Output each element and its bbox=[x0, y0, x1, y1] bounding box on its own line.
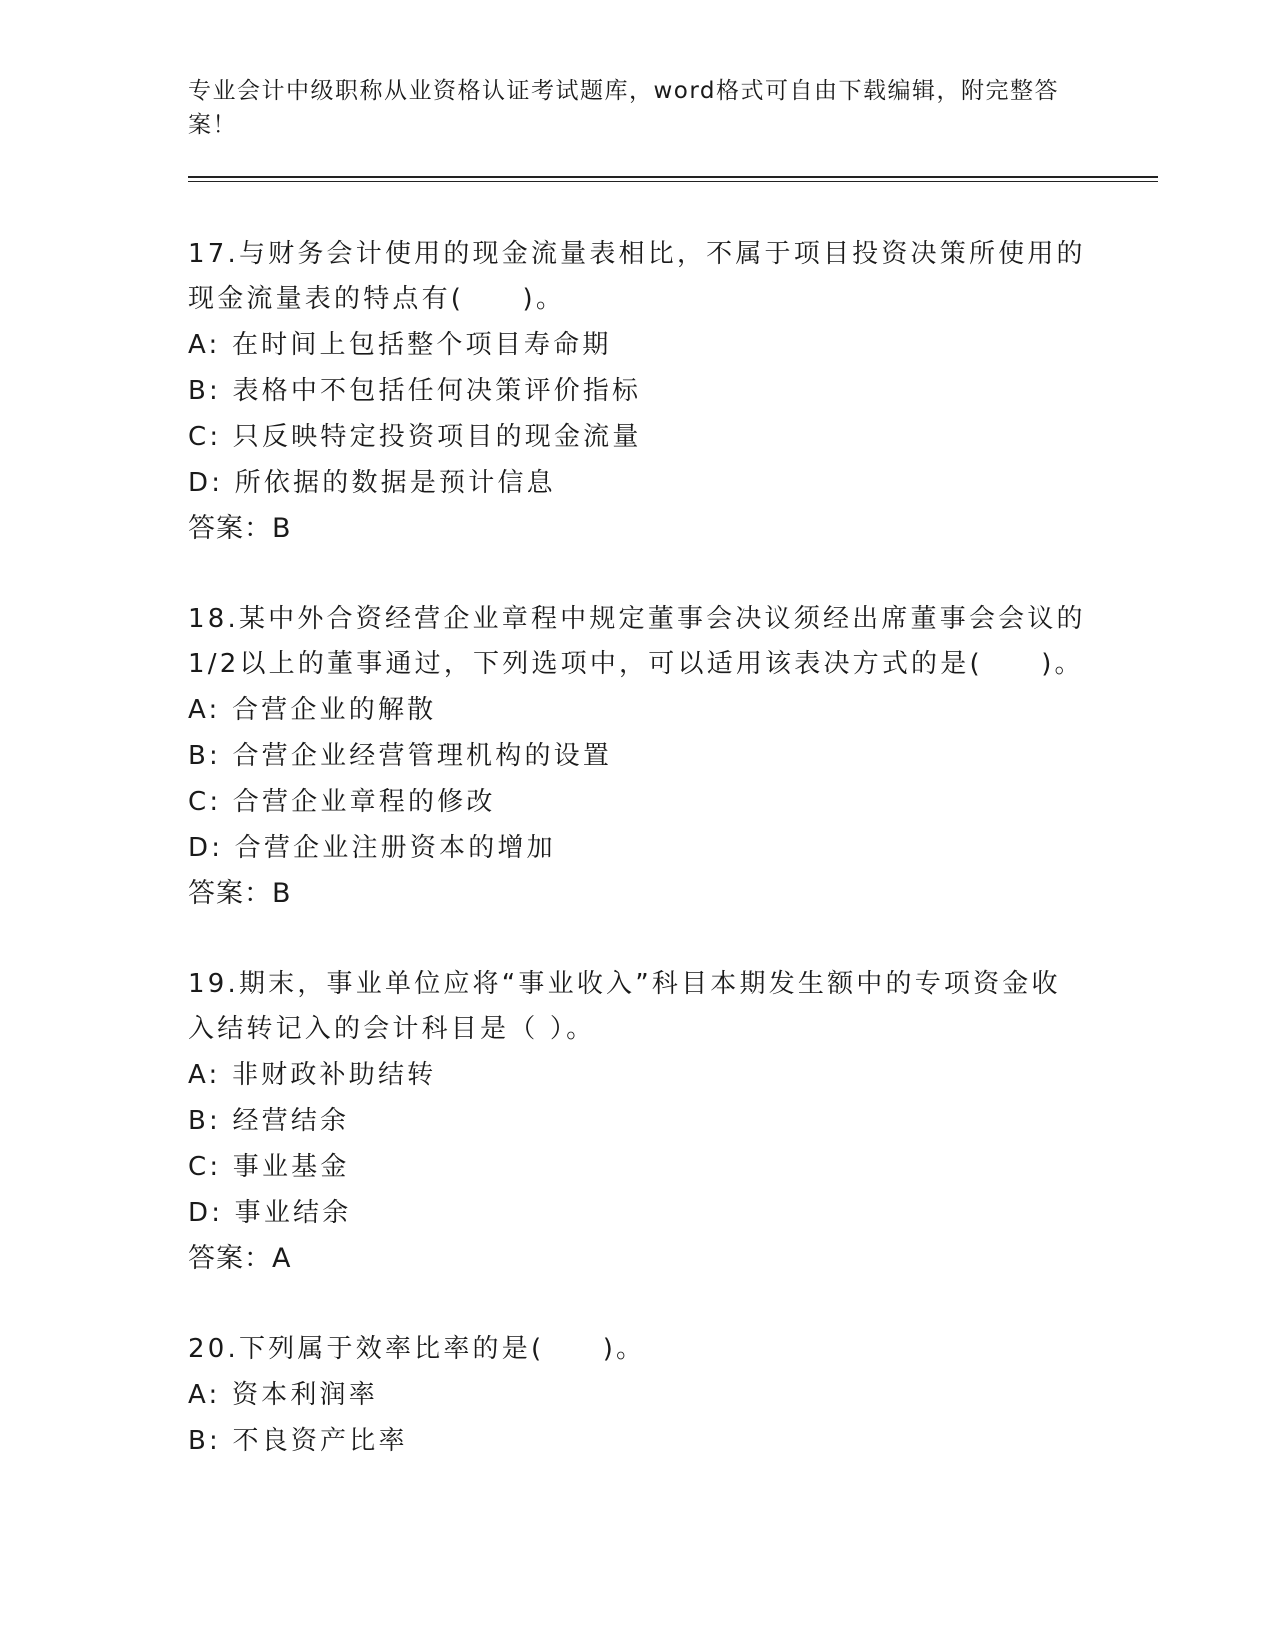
header-divider-thin bbox=[188, 181, 1158, 182]
option-a: A: 资本利润率 bbox=[188, 1380, 378, 1410]
option-c: C: 只反映特定投资项目的现金流量 bbox=[188, 422, 642, 452]
question-stem: 20.下列属于效率比率的是( )。 bbox=[188, 1334, 646, 1364]
option-d: D: 合营企业注册资本的增加 bbox=[188, 833, 556, 863]
question-stem: 17.与财务会计使用的现金流量表相比，不属于项目投资决策所使用的现金流量表的特点有( )。 bbox=[188, 239, 1086, 314]
option-c: C: 事业基金 bbox=[188, 1152, 350, 1182]
question-17 bbox=[188, 232, 1088, 552]
question-20 bbox=[188, 1327, 1088, 1464]
question-stem: 19.期末，事业单位应将“事业收入”科目本期发生额中的专项资金收入结转记入的会计科目是（ ）。 bbox=[188, 969, 1061, 1044]
option-d: D: 事业结余 bbox=[188, 1198, 352, 1228]
answer: 答案：A bbox=[188, 1243, 292, 1274]
question-18 bbox=[188, 597, 1088, 917]
document-header: 专业会计中级职称从业资格认证考试题库，word格式可自由下载编辑，附完整答案！ bbox=[188, 78, 1060, 138]
option-b: B: 合营企业经营管理机构的设置 bbox=[188, 741, 613, 771]
question-stem: 18.某中外合资经营企业章程中规定董事会决议须经出席董事会会议的1/2以上的董事通过，下列选项中，可以适用该表决方式的是( )。 bbox=[188, 604, 1086, 679]
option-c: C: 合营企业章程的修改 bbox=[188, 787, 496, 817]
option-a: A: 合营企业的解散 bbox=[188, 695, 437, 725]
option-b: B: 不良资产比率 bbox=[188, 1426, 408, 1456]
option-d: D: 所依据的数据是预计信息 bbox=[188, 468, 556, 498]
option-b: B: 表格中不包括任何决策评价指标 bbox=[188, 376, 642, 406]
option-a: A: 在时间上包括整个项目寿命期 bbox=[188, 330, 612, 360]
answer: 答案：B bbox=[188, 878, 292, 909]
question-19 bbox=[188, 962, 1088, 1282]
header-divider-thick bbox=[188, 176, 1158, 178]
option-a: A: 非财政补助结转 bbox=[188, 1060, 437, 1090]
option-b: B: 经营结余 bbox=[188, 1106, 350, 1136]
answer: 答案：B bbox=[188, 513, 292, 544]
